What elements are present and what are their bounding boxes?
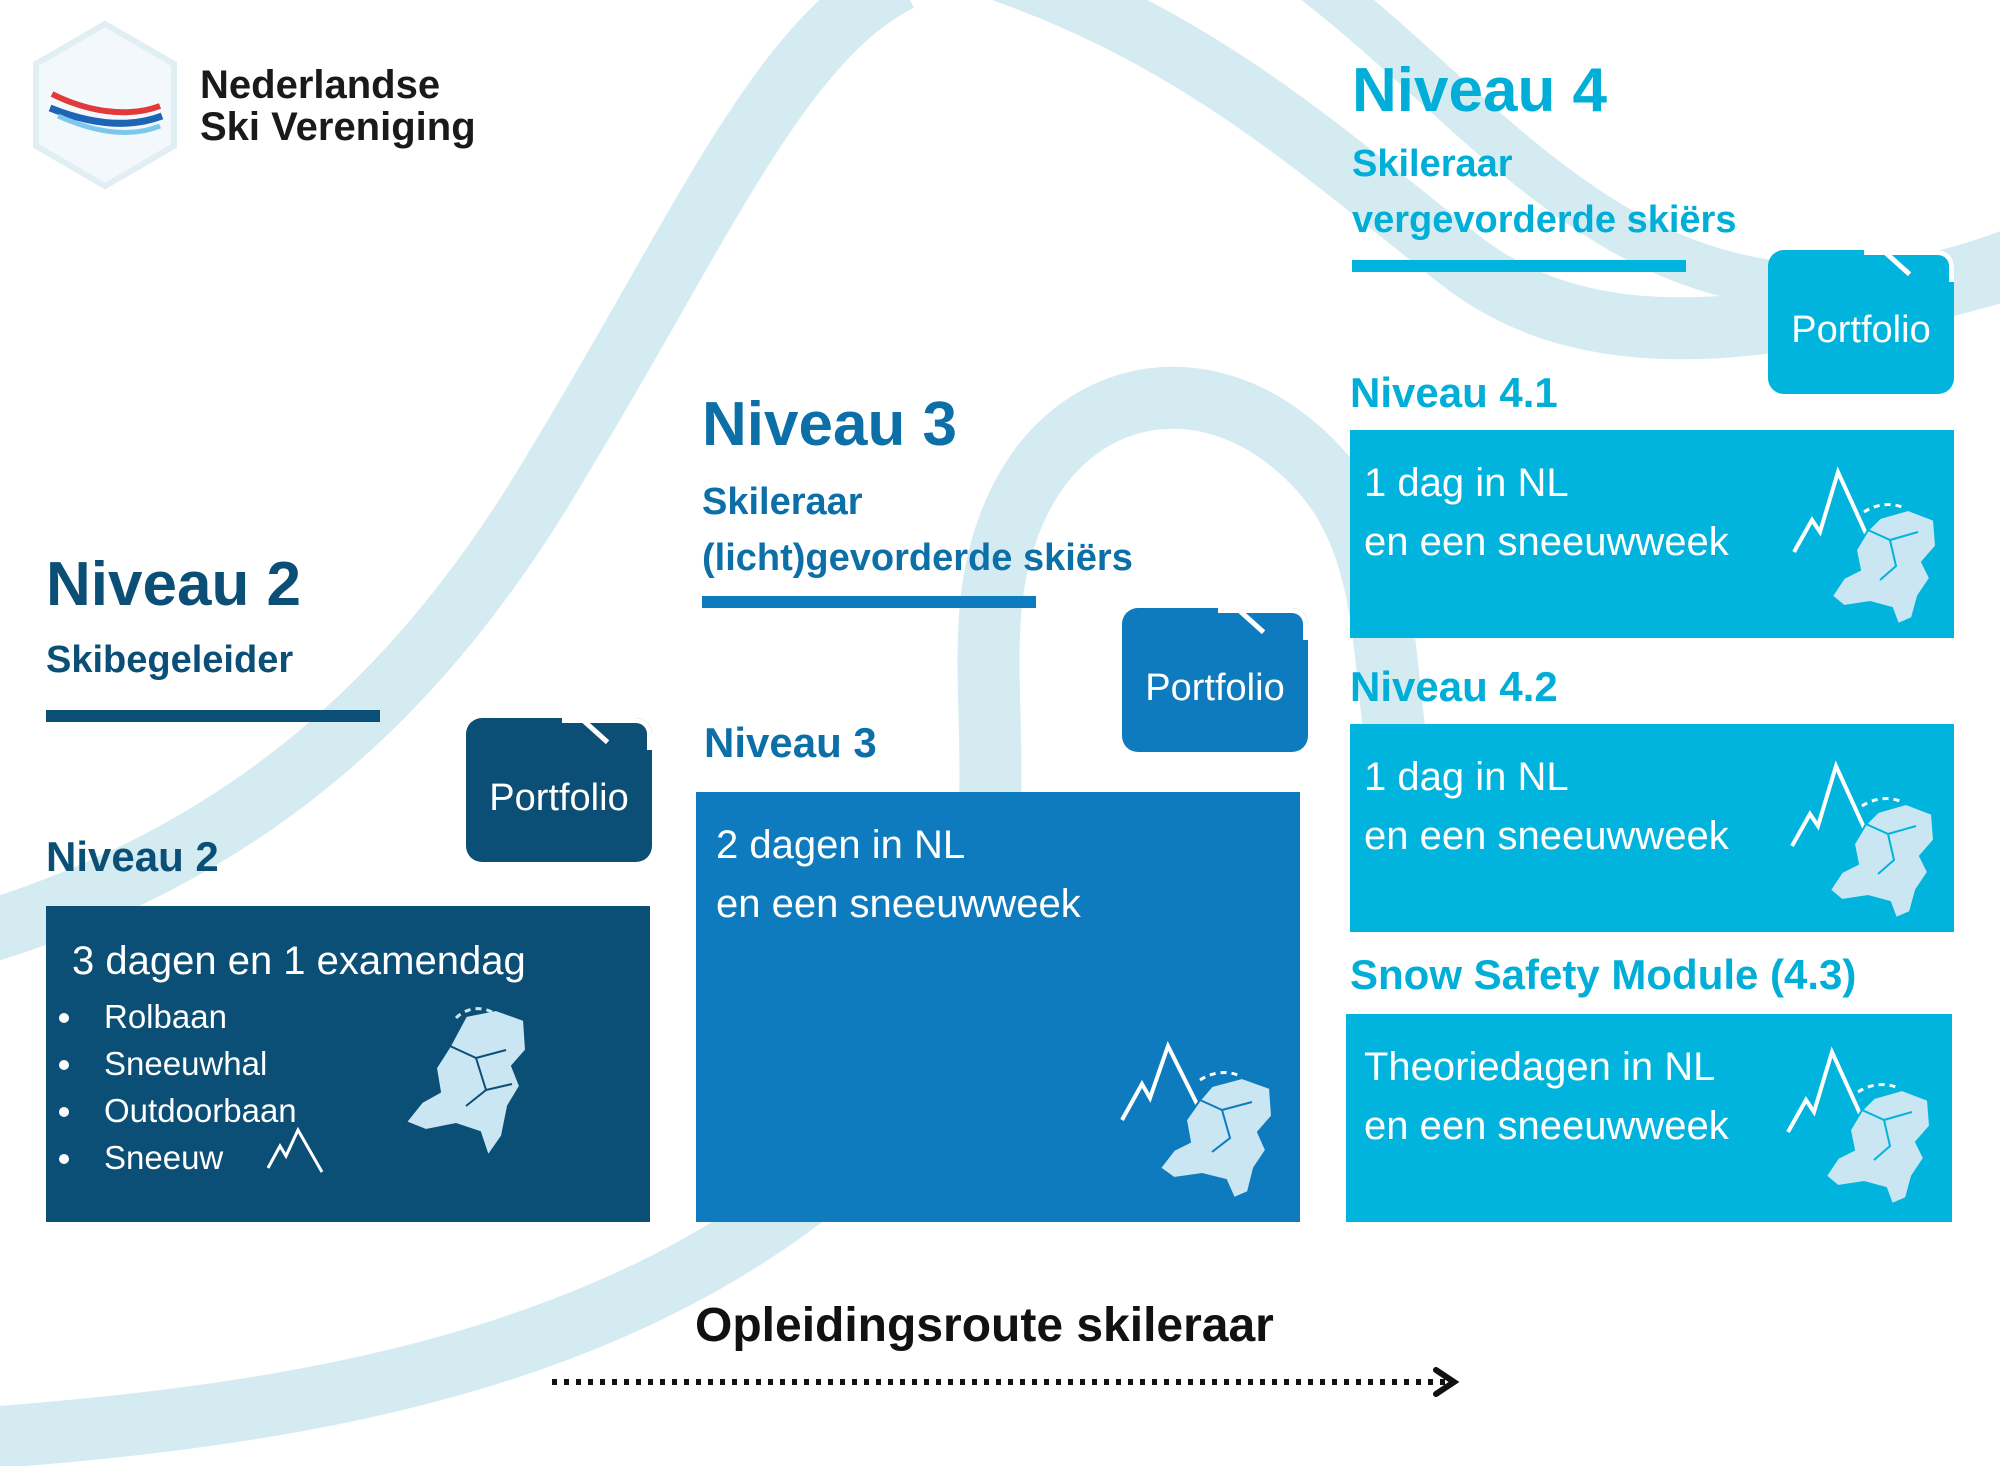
dotted-arrow-right-icon (548, 1364, 1468, 1404)
mountain-netherlands-icon (1790, 754, 1950, 924)
level-3-subtitle-line-2: (licht)gevorderde skiërs (702, 537, 1133, 579)
module-4-1-line-2: en een sneeuwweek (1364, 520, 1729, 564)
module-2-heading: Niveau 2 (46, 833, 219, 880)
module-3-line-2: en een sneeuwweek (716, 882, 1081, 926)
module-4-2-line-2: en een sneeuwweek (1364, 814, 1729, 858)
level-4-portfolio-folder[interactable] (1768, 250, 1954, 394)
bullet-outdoorbaan: • Outdoorbaan (86, 1087, 650, 1134)
module-3-line-1: 2 dagen in NL (716, 823, 966, 867)
module-4-1-card (1350, 430, 1954, 638)
level-2-subtitle: Skibegeleider (46, 639, 294, 681)
mountain-netherlands-icon (1120, 1040, 1290, 1200)
level-3-subtitle-line-1: Skileraar (702, 481, 863, 523)
portfolio-label: Portfolio (489, 776, 629, 819)
folder-tab-icon (562, 718, 652, 750)
level-3-underline (702, 596, 1036, 608)
logo-line-2: Ski Vereniging (200, 105, 476, 149)
level-4-subtitle-line-2: vergevorderde skiërs (1352, 199, 1737, 241)
module-3-heading: Niveau 3 (704, 719, 877, 766)
level-4-title: Niveau 4 (1352, 56, 1608, 125)
netherlands-map-icon (396, 1006, 536, 1166)
module-4-1-heading: Niveau 4.1 (1350, 369, 1558, 416)
module-4-2-card (1350, 724, 1954, 932)
portfolio-label: Portfolio (1145, 666, 1285, 709)
mountain-icon (266, 1126, 326, 1176)
bullet-sneeuwhal: • Sneeuwhal (86, 1040, 650, 1087)
portfolio-label: Portfolio (1791, 308, 1931, 351)
module-4-3-line-1: Theoriedagen in NL (1364, 1045, 1716, 1089)
folder-tab-icon (1864, 250, 1954, 282)
module-4-3-line-2: en een sneeuwweek (1364, 1104, 1729, 1148)
bullet-sneeuw: • Sneeuw (86, 1134, 650, 1181)
bullet-rolbaan: • Rolbaan (86, 993, 650, 1040)
logo-line-1: Nederlandse (200, 63, 441, 107)
logo-wordmark (200, 64, 476, 148)
level-4-underline (1352, 260, 1686, 272)
module-4-3-heading: Snow Safety Module (4.3) (1350, 951, 1857, 998)
level-3-title: Niveau 3 (702, 390, 958, 459)
level-2-underline (46, 710, 380, 722)
module-4-1-line-1: 1 dag in NL (1364, 461, 1569, 505)
level-2-portfolio-folder[interactable] (466, 718, 652, 862)
mountain-netherlands-icon (1792, 460, 1952, 630)
level-3-portfolio-folder[interactable] (1122, 608, 1308, 752)
route-label: Opleidingsroute skileraar (695, 1299, 1274, 1352)
module-3-card (696, 792, 1300, 1222)
mountain-netherlands-icon (1786, 1040, 1946, 1210)
module-4-3-card (1346, 1014, 1952, 1222)
module-4-2-heading: Niveau 4.2 (1350, 663, 1558, 710)
level-2-title: Niveau 2 (46, 550, 302, 619)
logo-emblem-icon (30, 20, 180, 190)
folder-tab-icon (1218, 608, 1308, 640)
module-2-card (46, 906, 650, 1222)
module-2-bullet-list (46, 993, 650, 1181)
module-4-2-line-1: 1 dag in NL (1364, 755, 1569, 799)
module-2-line-1: 3 dagen en 1 examendag (72, 939, 526, 983)
level-4-subtitle-line-1: Skileraar (1352, 143, 1513, 185)
